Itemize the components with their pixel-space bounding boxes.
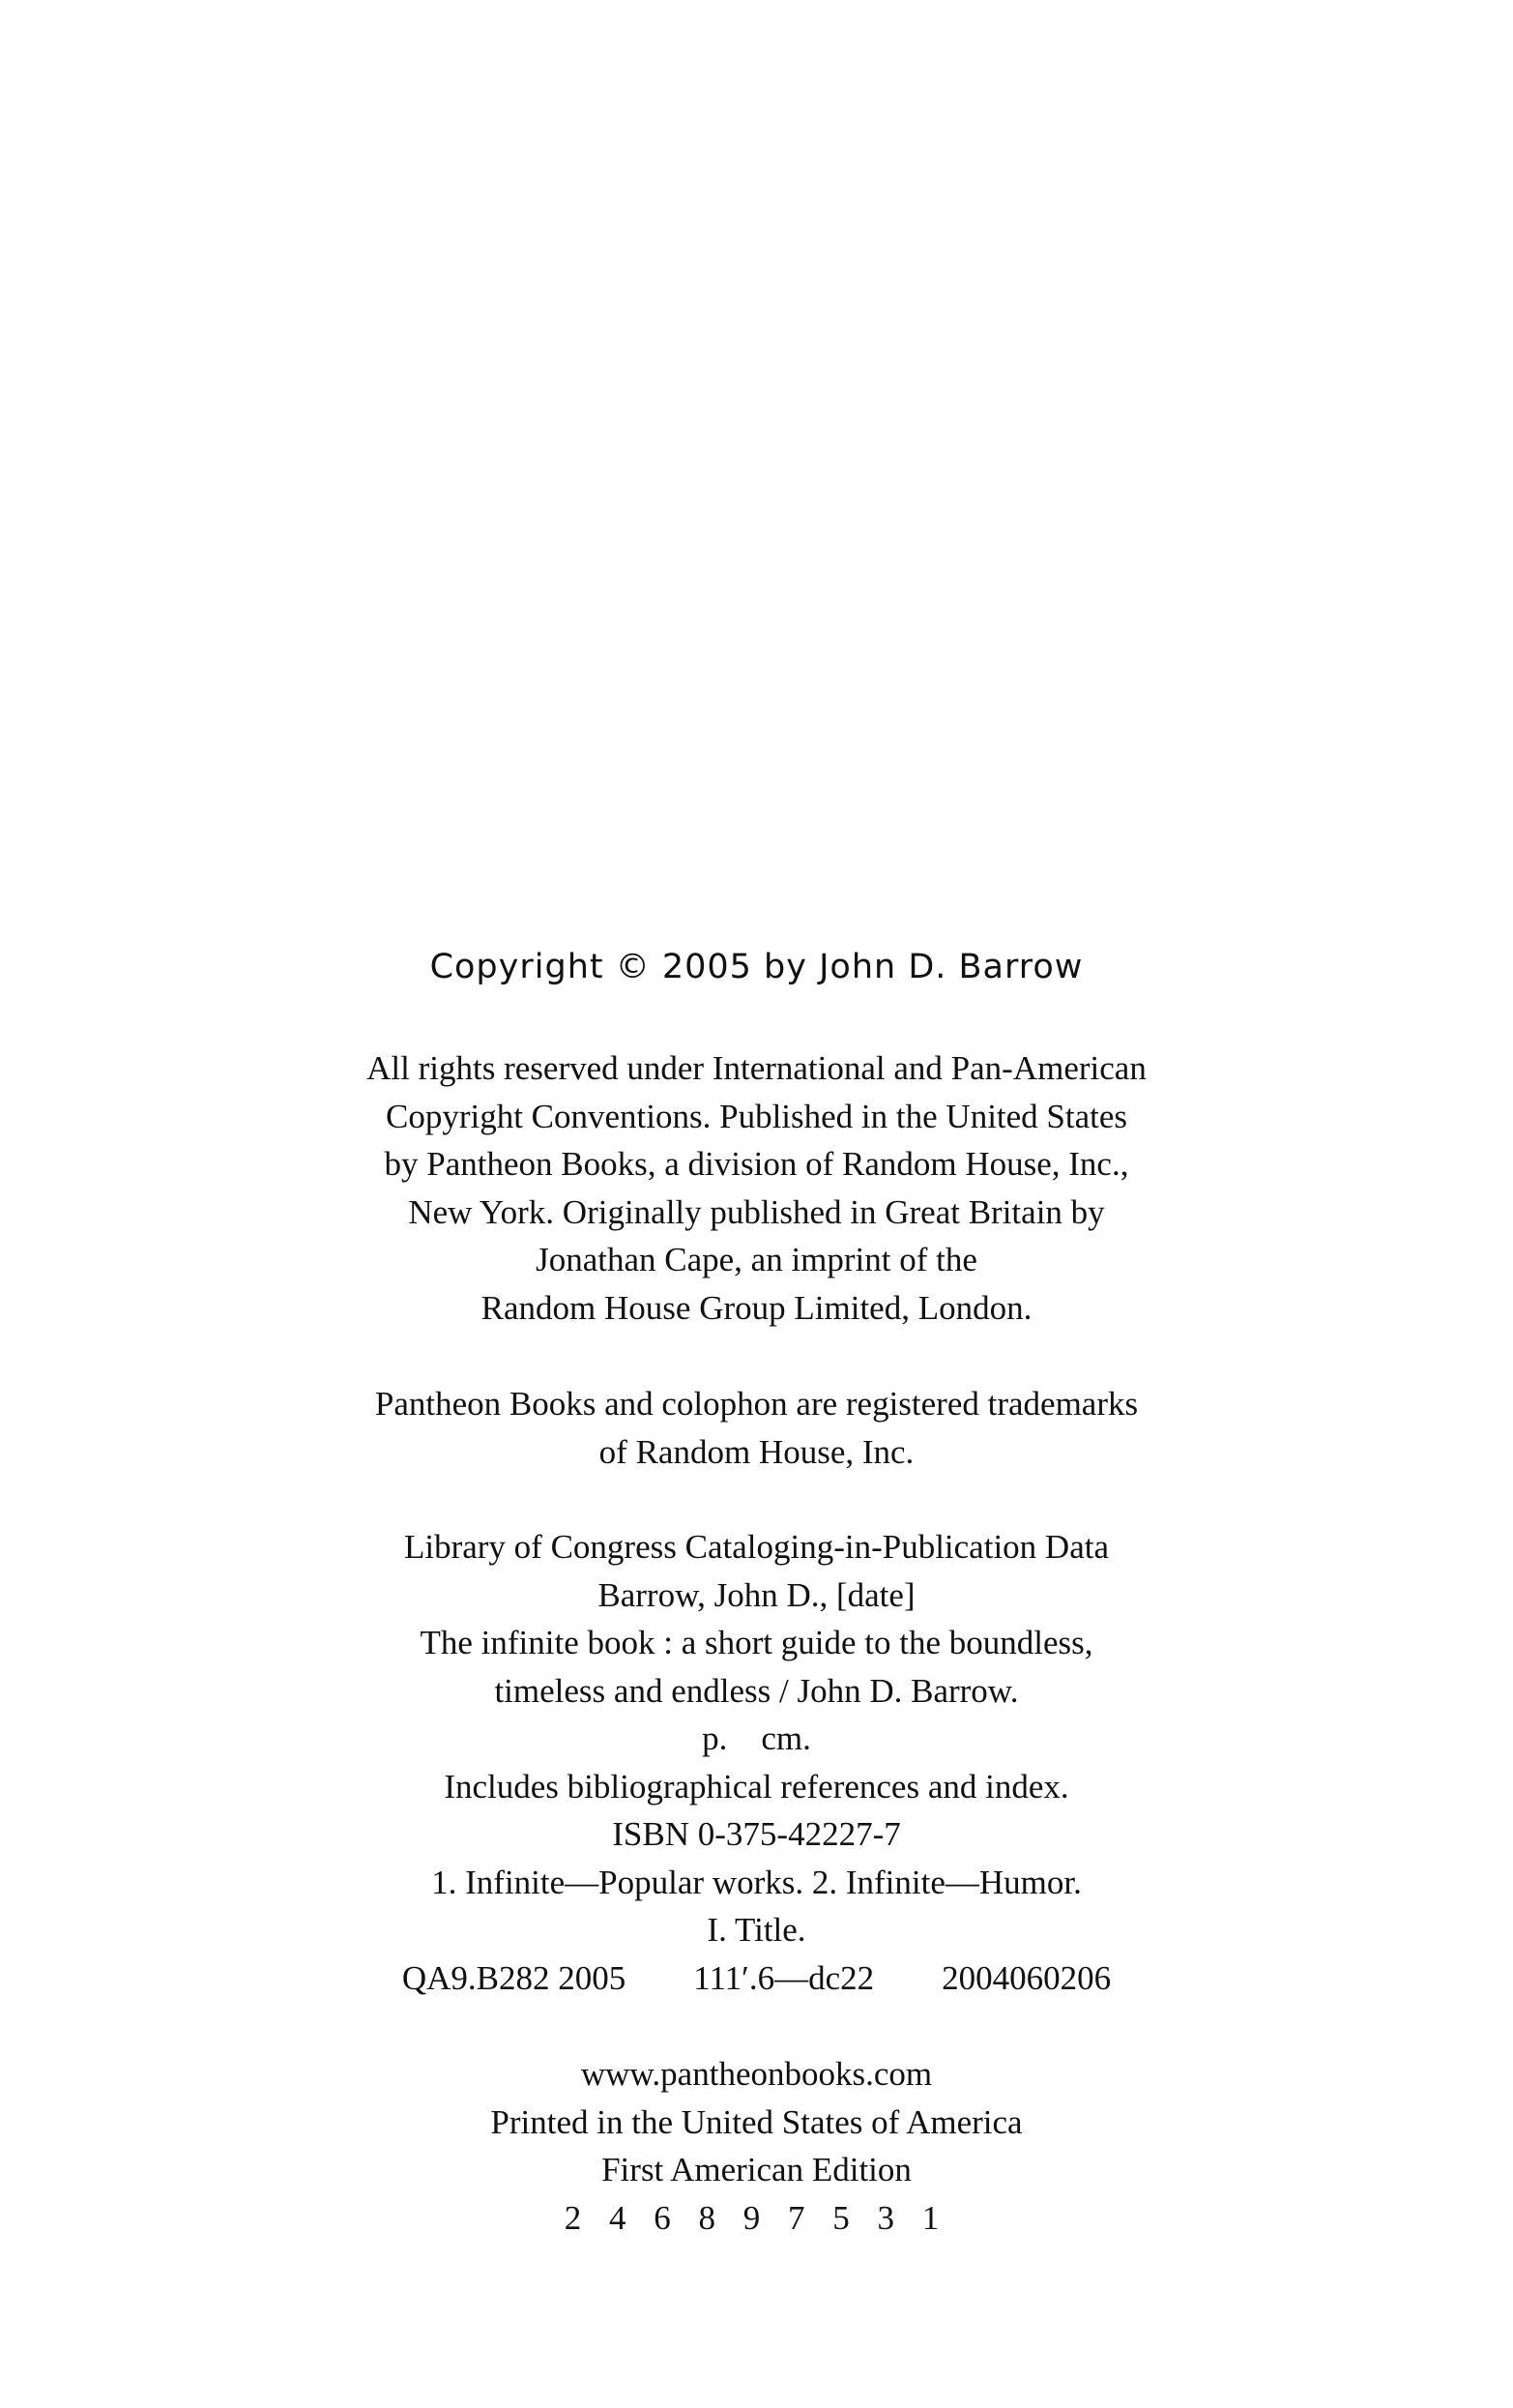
cip-classification — [0, 1954, 1513, 2003]
cip-title-line: The infinite book : a short guide to the boundless, — [420, 1624, 1093, 1661]
publisher-website: www.pantheonbooks.com — [580, 2055, 933, 2093]
cip-subjects: 1. Infinite—Popular works. 2. Infinite—Humor. — [431, 1863, 1082, 1901]
cip-isbn: ISBN 0-375-42227-7 — [612, 1815, 901, 1853]
imprint-info — [0, 2050, 1513, 2242]
rights-line: Copyright Conventions. Published in the United States — [385, 1097, 1128, 1135]
lccn: 2004060206 — [942, 1958, 1112, 1997]
trademark-line: Pantheon Books and colophon are registered trademarks — [374, 1385, 1139, 1423]
rights-line: All rights reserved under International and Pan-American — [366, 1049, 1147, 1087]
lc-call-number: QA9.B282 2005 — [401, 1958, 626, 1997]
cip-heading: Library of Congress Cataloging-in-Publication Data — [403, 1528, 1109, 1566]
trademark-line: of Random House, Inc. — [598, 1432, 915, 1471]
cip-title-line: timeless and endless / John D. Barrow. — [494, 1671, 1019, 1710]
cip-series: I. Title. — [707, 1911, 806, 1949]
cip-author: Barrow, John D., [date] — [597, 1575, 916, 1614]
rights-line: Jonathan Cape, an imprint of the — [536, 1241, 977, 1278]
copyright-line: Copyright © 2005 by John D. Barrow — [429, 948, 1084, 986]
copyright-notice — [0, 943, 1513, 991]
printed-in: Printed in the United States of America — [490, 2102, 1023, 2141]
dewey-number: 111′.6—dc22 — [693, 1958, 875, 1997]
trademark-notice — [0, 1380, 1513, 1476]
rights-line: by Pantheon Books, a division of Random House, Inc., — [384, 1145, 1129, 1183]
printer-key: 2 4 6 8 9 7 5 3 1 — [564, 2198, 949, 2237]
cip-pages: p. cm. — [702, 1719, 811, 1757]
rights-statement — [0, 1044, 1513, 1332]
cataloging-data — [0, 1523, 1513, 2002]
rights-line: Random House Group Limited, London. — [480, 1288, 1033, 1327]
cip-notes: Includes bibliographical references and index. — [444, 1767, 1069, 1806]
rights-line: New York. Originally published in Great Britain by — [408, 1192, 1105, 1231]
edition: First American Edition — [601, 2151, 912, 2188]
